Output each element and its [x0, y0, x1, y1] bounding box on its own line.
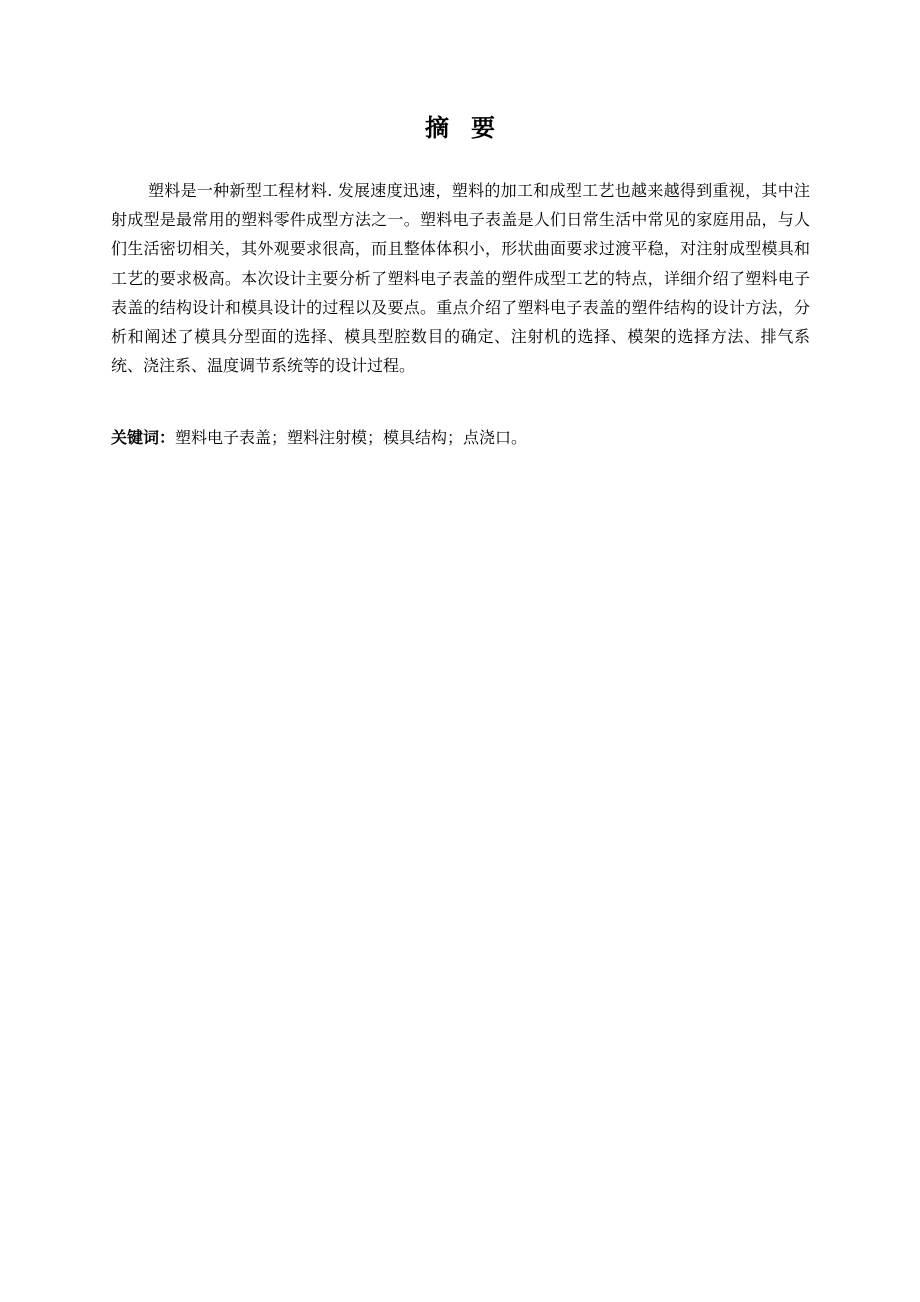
- keywords-label: 关键词：: [111, 428, 176, 447]
- page-title: 摘要: [425, 113, 517, 142]
- keywords-line: [111, 423, 810, 452]
- abstract-paragraph: 塑料是一种新型工程材料. 发展速度迅速，塑料的加工和成型工艺也越来越得到重视，其中注射成型是最常用的塑料零件成型方法之一。塑料电子表盖是人们日常生活中常见的家庭用品，与人们生活密切相关，其外观要求很高，而且整体体积小，形状曲面要求过渡平稳，对注射成型模具和工艺的要求极高。本次设计主要分析了塑料电子表盖的塑件成型工艺的特点，详细介绍了塑料电子表盖的结构设计和模具设计的过程以及要点。重点介绍了塑料电子表盖的塑件结构的设计方法，分析和阐述了模具分型面的选择、模具型腔数目的确定、注射机的选择、模架的选择方法、排气系统、浇注系、温度调节系统等的设计过程。: [111, 181, 810, 376]
- keywords-text: 塑料电子表盖；塑料注射模；模具结构；点浇口。: [175, 428, 528, 447]
